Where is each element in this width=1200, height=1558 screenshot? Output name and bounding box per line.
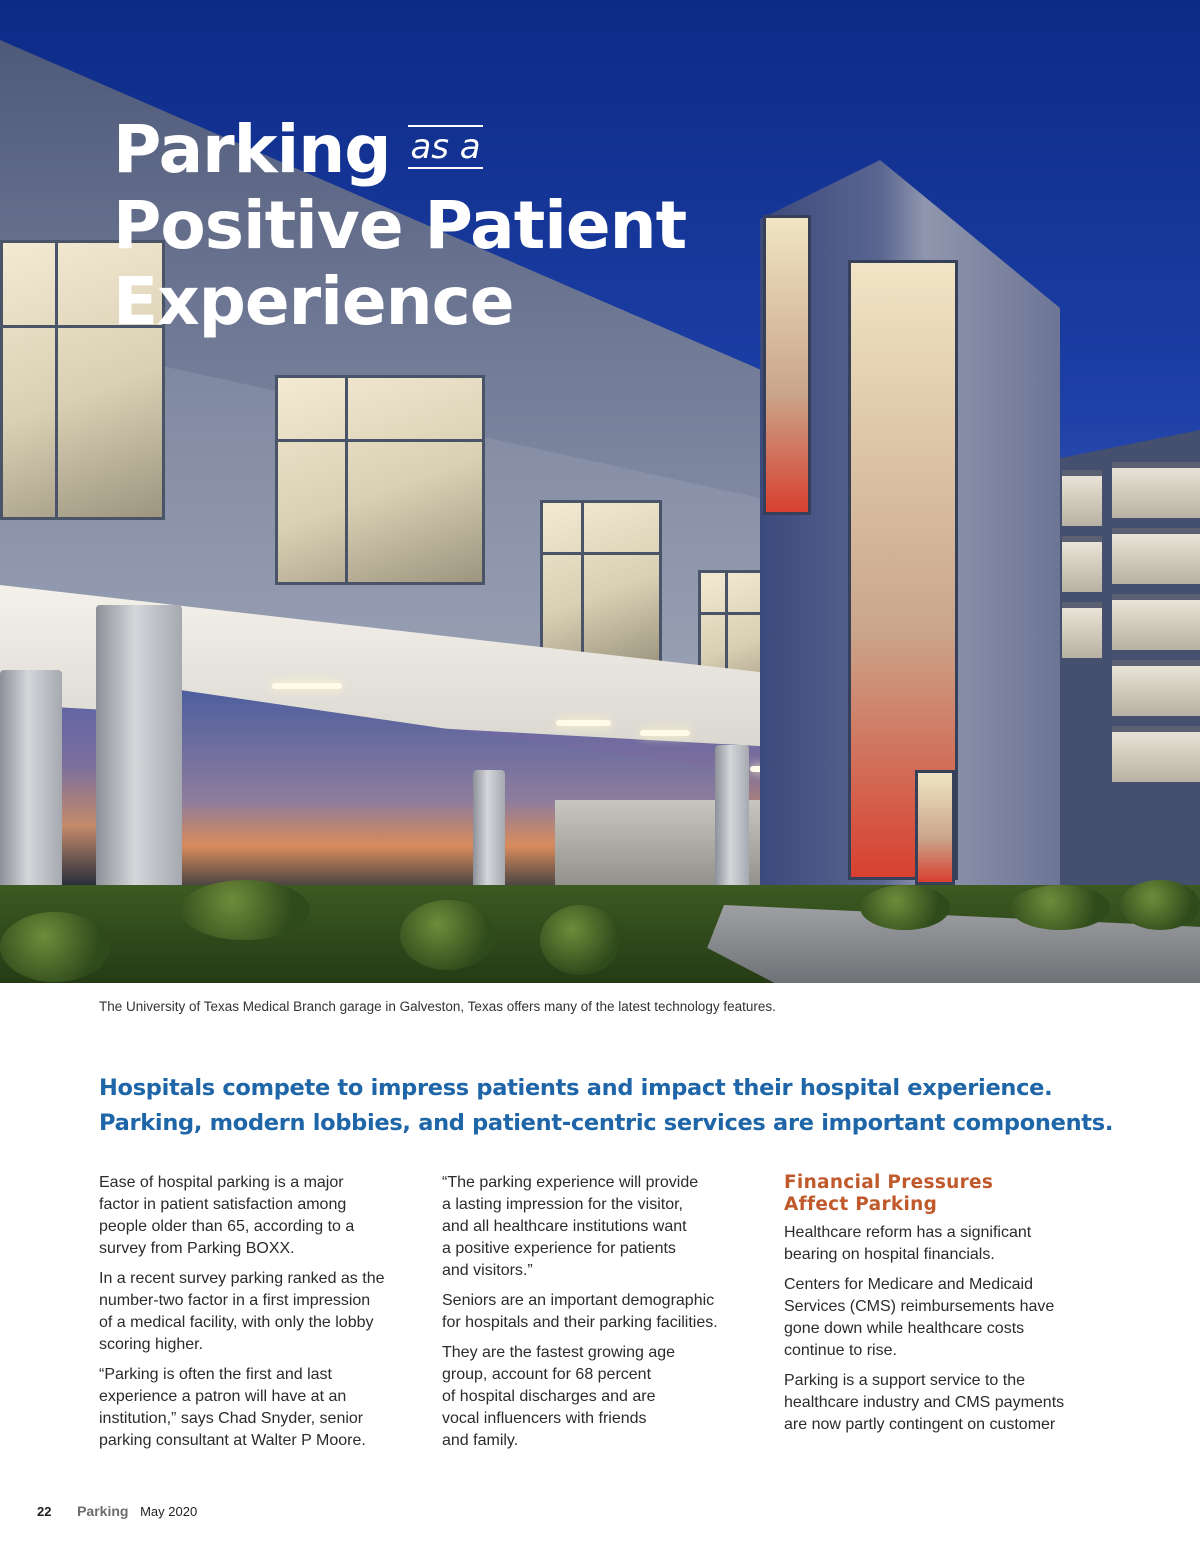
body-column-3 xyxy=(784,1172,1114,1444)
body-column-1 xyxy=(99,1172,429,1460)
text-line: vocal influencers with friends xyxy=(442,1410,647,1427)
text-line: “The parking experience will provide xyxy=(442,1174,699,1191)
text-line: “Parking is often the first and last xyxy=(99,1366,332,1383)
text-line: continue to rise. xyxy=(784,1342,897,1359)
shrub xyxy=(0,912,110,982)
paragraph xyxy=(784,1370,1114,1436)
page-folio xyxy=(37,1503,197,1519)
shrub xyxy=(400,900,495,970)
text-line: Healthcare reform has a significant xyxy=(784,1224,1032,1241)
paragraph xyxy=(784,1274,1114,1362)
text-line: are now partly contingent on customer xyxy=(784,1416,1056,1433)
paragraph xyxy=(99,1364,429,1452)
page-number: 22 xyxy=(37,1504,52,1519)
shrub xyxy=(1010,885,1110,930)
text-line: number-two factor in a first impression xyxy=(99,1292,371,1309)
text-line: survey from Parking BOXX. xyxy=(99,1240,295,1257)
tower-window xyxy=(763,215,811,515)
text-line: for hospitals and their parking facilities. xyxy=(442,1314,718,1331)
garage-level xyxy=(1112,528,1200,584)
garage-level xyxy=(1112,660,1200,716)
paragraph xyxy=(442,1342,772,1452)
text-line: and visitors.” xyxy=(442,1262,533,1279)
garage-level xyxy=(1062,536,1102,592)
headline-connector: as a xyxy=(410,127,481,167)
text-line: Centers for Medicare and Medicaid xyxy=(784,1276,1034,1293)
text-line: and all healthcare institutions want xyxy=(442,1218,687,1235)
support-column xyxy=(715,745,749,895)
paragraph xyxy=(442,1172,772,1282)
article-headline xyxy=(113,112,686,340)
shrub xyxy=(1120,880,1200,930)
paragraph xyxy=(442,1290,772,1334)
headline-line-3: Experience xyxy=(113,263,514,340)
text-line: a positive experience for patients xyxy=(442,1240,676,1257)
text-line: gone down while healthcare costs xyxy=(784,1320,1025,1337)
ceiling-light xyxy=(556,720,611,726)
garage-level xyxy=(1112,726,1200,782)
text-line: of hospital discharges and are xyxy=(442,1388,656,1405)
text-line: Parking is a support service to the xyxy=(784,1372,1026,1389)
window xyxy=(540,500,662,668)
photo-caption: The University of Texas Medical Branch garage in Galveston, Texas offers many of the latest technology features. xyxy=(99,999,776,1014)
text-line: Services (CMS) reimbursements have xyxy=(784,1298,1055,1315)
text-line: bearing on hospital financials. xyxy=(784,1246,995,1263)
shrub xyxy=(180,880,310,940)
paragraph xyxy=(99,1268,429,1356)
shrub xyxy=(540,905,620,975)
magazine-name: Parking xyxy=(77,1503,129,1519)
issue-date: May 2020 xyxy=(140,1504,198,1519)
deck-line-1: Hospitals compete to impress patients and impact their hospital experience. xyxy=(99,1075,1053,1101)
garage-level xyxy=(1062,602,1102,658)
text-line: healthcare industry and CMS payments xyxy=(784,1394,1065,1411)
garage-level xyxy=(1112,594,1200,650)
text-line: scoring higher. xyxy=(99,1336,204,1353)
text-line: Ease of hospital parking is a major xyxy=(99,1174,344,1191)
shrub xyxy=(860,885,950,930)
text-line: people older than 65, according to a xyxy=(99,1218,355,1235)
text-line: group, account for 68 percent xyxy=(442,1366,652,1383)
deck-line-2: Parking, modern lobbies, and patient-centric services are important components. xyxy=(99,1110,1114,1136)
tower-window xyxy=(915,770,955,885)
text-line: They are the fastest growing age xyxy=(442,1344,676,1361)
text-line: a lasting impression for the visitor, xyxy=(442,1196,683,1213)
headline-line-2: Positive Patient xyxy=(113,187,687,264)
headline-line-1: Parking xyxy=(113,111,391,188)
text-line: parking consultant at Walter P Moore. xyxy=(99,1432,366,1449)
text-line: factor in patient satisfaction among xyxy=(99,1196,347,1213)
window xyxy=(275,375,485,585)
body-column-2 xyxy=(442,1172,772,1460)
paragraph xyxy=(784,1222,1114,1266)
text-line: of a medical facility, with only the lobby xyxy=(99,1314,374,1331)
paragraph xyxy=(99,1172,429,1260)
garage-level xyxy=(1062,470,1102,526)
text-line: and family. xyxy=(442,1432,519,1449)
subhead-line: Financial Pressures xyxy=(784,1172,994,1193)
text-line: experience a patron will have at an xyxy=(99,1388,347,1405)
support-column xyxy=(473,770,505,900)
article-deck xyxy=(99,1071,1129,1141)
text-line: In a recent survey parking ranked as the xyxy=(99,1270,385,1287)
text-line: institution,” says Chad Snyder, senior xyxy=(99,1410,364,1427)
text-line: Seniors are an important demographic xyxy=(442,1292,715,1309)
ceiling-light xyxy=(640,730,690,736)
subhead-line: Affect Parking xyxy=(784,1194,938,1215)
garage-level xyxy=(1112,462,1200,518)
ceiling-light xyxy=(272,683,342,689)
section-subhead xyxy=(784,1172,1114,1216)
